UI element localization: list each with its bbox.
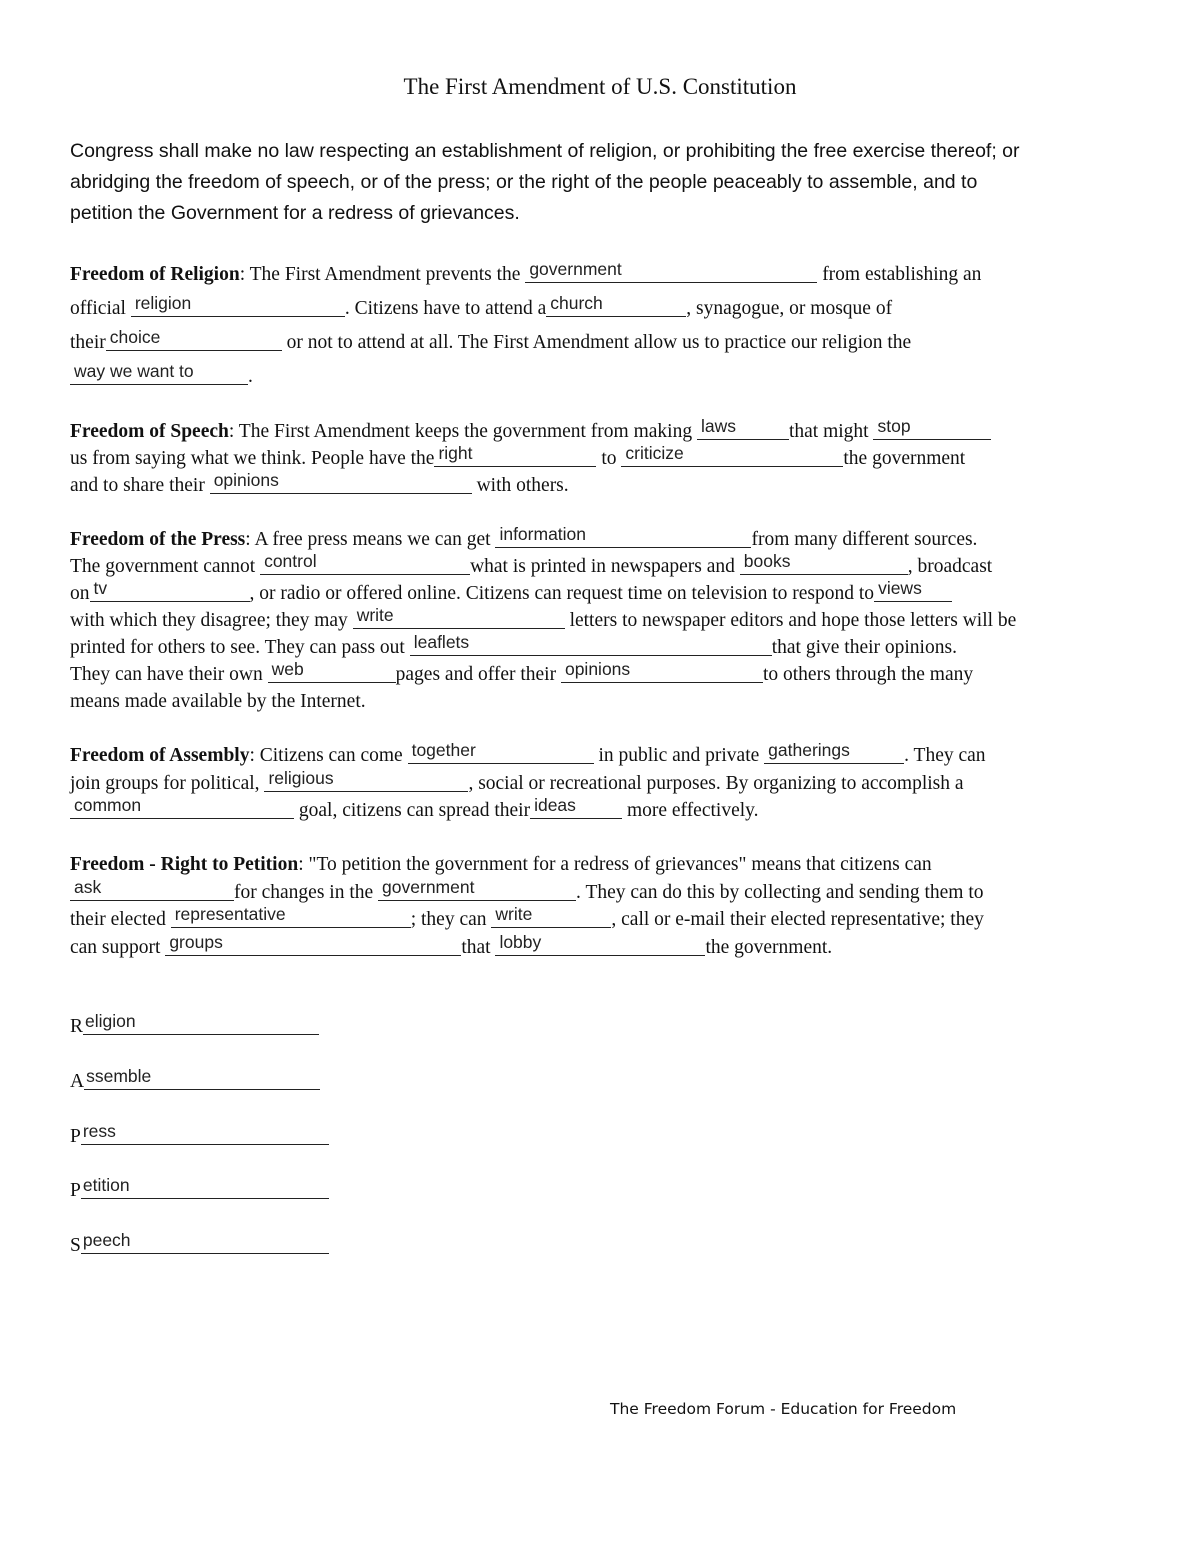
answer-blank[interactable]: way we want to <box>70 364 248 385</box>
section-heading: Freedom of Assembly <box>70 745 250 766</box>
page-title: The First Amendment of U.S. Constitution <box>403 74 797 99</box>
answer-blank[interactable]: leaflets <box>410 635 772 656</box>
acrostic-row <box>70 1175 329 1202</box>
acrostic-letter: S <box>70 1235 81 1256</box>
section-heading: Freedom of Speech <box>70 421 229 442</box>
amendment-line: petition the Government for a redress of grievances. <box>70 202 520 224</box>
acrostic-row <box>70 1011 319 1038</box>
answer-blank[interactable]: government <box>525 262 817 283</box>
answer-blank[interactable]: opinions <box>210 473 472 494</box>
answer-blank[interactable]: laws <box>697 419 789 440</box>
answer-blank[interactable]: choice <box>106 330 282 351</box>
answer-blank[interactable]: government <box>378 880 576 901</box>
answer-blank[interactable]: information <box>495 527 751 548</box>
amendment-line: Congress shall make no law respecting an establishment of religion, or prohibiting the free exercise thereof; or <box>70 140 1020 162</box>
religion-section: Freedom of Religion: The First Amendment prevents the government from establishing an official religion . Citizens have to attend a church , synagogue, or mosque of their choice or not to attend at all. The First Amendment allow us to practice our religion the way we want to . <box>70 259 982 387</box>
answer-blank[interactable]: control <box>260 554 470 575</box>
acrostic-row <box>70 1066 320 1093</box>
acrostic-letter: P <box>70 1126 81 1147</box>
answer-blank[interactable]: groups <box>165 935 461 956</box>
press-section: Freedom of the Press: A free press means we can get information from many different sources. The government cannot control what is printed in newspapers and books , broadcast on tv , or radio or offered online. Citizens can request time on television to respond to views with which they disagree; they may write letters to newspaper editors and hope those letters will be printed for others to see. They can pass out leaflets that give their opinions. They can have their own web pages and offer their opinions to others through the many means made available by the Internet. <box>70 524 1017 712</box>
answer-blank[interactable]: opinions <box>561 662 763 683</box>
answer-blank[interactable]: stop <box>873 419 991 440</box>
answer-blank[interactable]: eligion <box>83 1014 319 1035</box>
speech-section: Freedom of Speech: The First Amendment keeps the government from making laws that might stop us from saying what we think. People have the right to criticize the government and to share their opinions with others. <box>70 418 1135 499</box>
answer-blank[interactable]: ssemble <box>84 1069 320 1090</box>
answer-blank[interactable]: common <box>70 798 294 819</box>
assembly-section: Freedom of Assembly: Citizens can come together in public and private gatherings . They can join groups for political, religious , social or recreational purposes. By organizing to accomplish a common goal, citizens can spread their ideas more effectively. <box>70 740 986 821</box>
acrostic-row <box>70 1121 329 1148</box>
answer-blank[interactable]: gatherings <box>764 743 904 764</box>
answer-blank[interactable]: together <box>408 743 594 764</box>
section-heading: Freedom of the Press <box>70 529 246 550</box>
answer-blank[interactable]: write <box>353 608 565 629</box>
section-heading: Freedom of Religion <box>70 264 240 285</box>
answer-blank[interactable]: ress <box>81 1124 329 1145</box>
amendment-line: abridging the freedom of speech, or of the press; or the right of the people peaceably to assemble, and to <box>70 171 978 193</box>
acrostic-letter: A <box>70 1071 85 1092</box>
answer-blank[interactable]: web <box>268 662 396 683</box>
petition-section: Freedom - Right to Petition: "To petition the government for a redress of grievances" means that citizens can ask for changes in the government . They can do this by collecting and sending them to their elected representative ; they can write , call or e-mail their elected representative; they can support groups that lobby the government. <box>70 854 984 958</box>
answer-blank[interactable]: representative <box>171 907 411 928</box>
answer-blank[interactable]: tv <box>90 581 250 602</box>
answer-blank[interactable]: criticize <box>621 446 843 467</box>
footer-credit: The Freedom Forum - Education for Freedom <box>610 1400 957 1418</box>
answer-blank[interactable]: church <box>546 296 686 317</box>
answer-blank[interactable]: write <box>491 907 611 928</box>
acrostic-row <box>70 1230 329 1257</box>
acrostic-letter: P <box>70 1180 81 1201</box>
answer-blank[interactable]: books <box>740 554 908 575</box>
answer-blank[interactable]: religion <box>131 296 345 317</box>
answer-blank[interactable]: peech <box>81 1233 329 1254</box>
answer-blank[interactable]: etition <box>81 1178 329 1199</box>
section-heading: Freedom - Right to Petition <box>70 854 299 875</box>
acrostic-letter: R <box>70 1016 84 1037</box>
amendment-text <box>70 136 1140 229</box>
answer-blank[interactable]: right <box>434 446 596 467</box>
answer-blank[interactable]: views <box>874 581 952 602</box>
answer-blank[interactable]: ideas <box>530 798 622 819</box>
answer-blank[interactable]: ask <box>70 880 234 901</box>
answer-blank[interactable]: lobby <box>495 935 705 956</box>
answer-blank[interactable]: religious <box>264 771 468 792</box>
